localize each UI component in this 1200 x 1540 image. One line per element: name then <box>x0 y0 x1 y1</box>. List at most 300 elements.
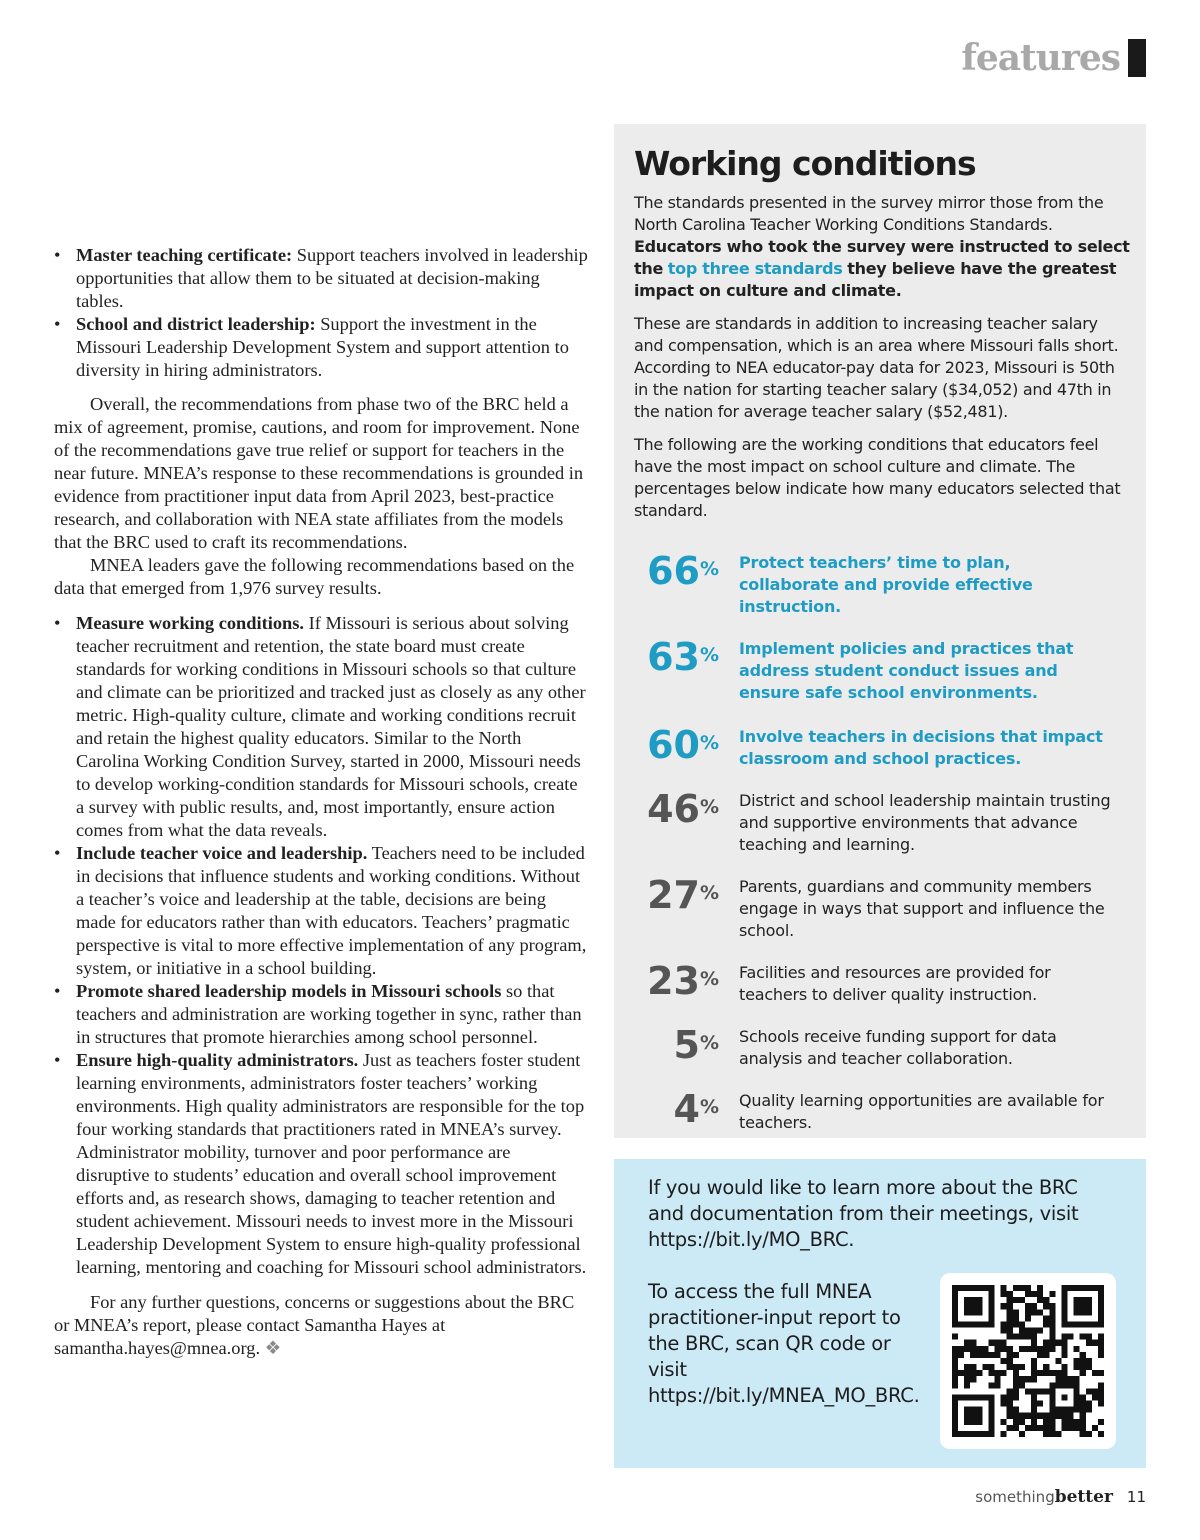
qr-module <box>1007 1321 1013 1327</box>
qr-module <box>1031 1309 1037 1315</box>
qr-module <box>1043 1340 1049 1346</box>
qr-module <box>1007 1413 1013 1419</box>
stat-value: 63 <box>647 635 700 679</box>
qr-module <box>1049 1291 1055 1297</box>
qr-module <box>1007 1388 1013 1394</box>
item-heading: Promote shared leadership models in Missouri schools <box>76 981 502 1001</box>
qr-module <box>1013 1382 1019 1388</box>
stat-percentage <box>634 1023 719 1067</box>
qr-module <box>1086 1431 1092 1437</box>
qr-module <box>1001 1285 1007 1291</box>
qr-module <box>1001 1328 1007 1334</box>
qr-module <box>988 1382 994 1388</box>
qr-module <box>1019 1346 1025 1352</box>
qr-module <box>1025 1425 1031 1431</box>
item-text: Just as teachers foster student learning environments, administrators foster teachers’ working environments. High quality administrators are responsible for the top four working standards that practitioners rated in MNEA’s survey. Administrator mobility, turnover and poor performance are disruptive to students’ education and overall school improvement efforts and, as research shows, damaging to teacher retention and student achievement. Missouri needs to invest more in the Missouri Leadership Development System to ensure high-quality professional learning, mentoring and coaching for Missouri school administrators. <box>76 1050 587 1277</box>
qr-module <box>1031 1340 1037 1346</box>
qr-module <box>1049 1334 1055 1340</box>
percent-sign: % <box>699 558 719 580</box>
qr-module <box>1037 1425 1043 1431</box>
qr-module <box>1049 1370 1055 1376</box>
qr-module <box>1031 1291 1037 1297</box>
qr-module <box>1074 1346 1080 1352</box>
qr-module <box>1061 1340 1067 1346</box>
qr-module <box>1074 1376 1080 1382</box>
qr-module <box>1049 1340 1055 1346</box>
qr-module <box>1037 1291 1043 1297</box>
qr-module <box>1086 1364 1092 1370</box>
qr-module <box>1043 1413 1049 1419</box>
qr-module <box>1019 1285 1025 1291</box>
qr-module <box>1049 1425 1055 1431</box>
stat-percentage <box>634 635 719 679</box>
qr-module <box>1092 1425 1098 1431</box>
qr-module <box>1019 1364 1025 1370</box>
panel-title: Working conditions <box>634 144 976 183</box>
qr-module <box>1019 1334 1025 1340</box>
qr-module <box>982 1346 988 1352</box>
qr-module <box>982 1352 988 1358</box>
item-heading: Ensure high-quality administrators. <box>76 1050 359 1070</box>
learn-more-text: If you would like to learn more about the BRC and documentation from their meetings, visit https://bit.ly/MO_BRC. <box>648 1176 1079 1251</box>
qr-module <box>1031 1364 1037 1370</box>
qr-module <box>1007 1346 1013 1352</box>
stat-label: Implement policies and practices that address student conduct issues and ensure safe school environments. <box>739 639 1074 702</box>
stats-list <box>634 549 1130 1134</box>
qr-module <box>1043 1425 1049 1431</box>
qr-module <box>1080 1358 1086 1364</box>
qr-module <box>1013 1376 1019 1382</box>
qr-module <box>1007 1334 1013 1340</box>
stat-percentage <box>634 1087 719 1131</box>
qr-module <box>1049 1431 1055 1437</box>
qr-module <box>952 1382 958 1388</box>
qr-module <box>1061 1352 1067 1358</box>
qr-module <box>1068 1425 1074 1431</box>
qr-module <box>1031 1388 1037 1394</box>
qr-module <box>1061 1370 1067 1376</box>
qr-module <box>1031 1401 1037 1407</box>
qr-module <box>1013 1407 1019 1413</box>
qr-module <box>1098 1334 1104 1340</box>
stat-value: 5 <box>673 1023 700 1067</box>
qr-module <box>1061 1376 1067 1382</box>
qr-module <box>1007 1394 1013 1400</box>
qr-module <box>1049 1315 1055 1321</box>
qr-module <box>952 1334 958 1340</box>
list-item <box>54 313 588 382</box>
page-footer <box>975 1487 1146 1507</box>
qr-module <box>1037 1370 1043 1376</box>
qr-module <box>1013 1321 1019 1327</box>
qr-module <box>964 1364 970 1370</box>
intro-bold-a: Educators who took the survey were instructed to select the <box>634 237 1130 278</box>
qr-module <box>1061 1334 1067 1340</box>
qr-module <box>1031 1407 1037 1413</box>
qr-module <box>1013 1419 1019 1425</box>
qr-module <box>964 1376 970 1382</box>
page-number: 11 <box>1126 1488 1146 1506</box>
stat-percentage <box>634 873 719 917</box>
qr-module <box>1037 1413 1043 1419</box>
qr-module <box>1031 1328 1037 1334</box>
qr-module <box>1080 1419 1086 1425</box>
list-item <box>54 612 588 842</box>
qr-module <box>1025 1315 1031 1321</box>
qr-module <box>1043 1431 1049 1437</box>
item-text: Support teachers involved in leadership opportunities that allow them to be situated at decision-making tables. <box>76 245 588 311</box>
stat-value: 46 <box>647 787 700 831</box>
qr-module <box>1098 1419 1104 1425</box>
qr-module <box>1055 1413 1061 1419</box>
qr-module <box>1061 1413 1067 1419</box>
qr-module <box>1043 1346 1049 1352</box>
qr-module <box>1098 1340 1104 1346</box>
list-item <box>54 980 588 1049</box>
qr-module <box>995 1382 1001 1388</box>
qr-module <box>1055 1376 1061 1382</box>
qr-module <box>1049 1328 1055 1334</box>
qr-module <box>1031 1334 1037 1340</box>
bullet-list-main <box>54 612 588 1279</box>
qr-module <box>1019 1376 1025 1382</box>
qr-module <box>952 1376 958 1382</box>
qr-module <box>1025 1388 1031 1394</box>
qr-module <box>1025 1376 1031 1382</box>
qr-module <box>1013 1334 1019 1340</box>
qr-module <box>1037 1297 1043 1303</box>
list-item <box>54 1049 588 1279</box>
qr-module <box>1068 1419 1074 1425</box>
qr-module <box>995 1340 1001 1346</box>
qr-module <box>1019 1328 1025 1334</box>
section-bar <box>1128 39 1146 77</box>
qr-module <box>1013 1352 1019 1358</box>
qr-module <box>1055 1340 1061 1346</box>
qr-module <box>1043 1297 1049 1303</box>
qr-module <box>1013 1413 1019 1419</box>
qr-module <box>976 1370 982 1376</box>
item-heading: Include teacher voice and leadership. <box>76 843 368 863</box>
qr-code-icon[interactable] <box>940 1273 1116 1449</box>
stat-label: Involve teachers in decisions that impact classroom and school practices. <box>739 727 1103 768</box>
qr-module <box>976 1352 982 1358</box>
qr-module <box>1049 1413 1055 1419</box>
qr-module <box>1043 1419 1049 1425</box>
item-text: If Missouri is serious about solving teacher recruitment and retention, the state board must create standards for working conditions in Missouri schools so that culture and climate can be prioritized and tracked just as closely as any other metric. High-quality culture, climate and working conditions recruit and retain the highest quality educators. Similar to the North Carolina Working Condition Survey, started in 2000, Missouri needs to develop working-condition standards for Missouri schools, create a survey with public results, and, most importantly, ensure action comes from what the data reveals. <box>76 613 586 840</box>
item-text: Teachers need to be included in decisions that influence students and working conditions. Without a teacher’s voice and leadership at the table, decisions are being made for educators rather than with educators. Teachers’ pragmatic perspective is vital to more effective implementation of any program, system, or initiative in a school building. <box>76 843 587 978</box>
qr-code-graphic <box>952 1285 1104 1437</box>
qr-module <box>1019 1297 1025 1303</box>
qr-module <box>1007 1328 1013 1334</box>
qr-module <box>988 1364 994 1370</box>
qr-module <box>1031 1425 1037 1431</box>
item-text: Support the investment in the Missouri Leadership Development System and support attention to diversity in hiring administrators. <box>76 314 569 380</box>
closing-text: For any further questions, concerns or suggestions about the BRC or MNEA’s report, please contact Samantha Hayes at samantha.hayes@mnea.org. <box>54 1292 575 1358</box>
qr-module <box>1007 1352 1013 1358</box>
qr-module <box>1025 1346 1031 1352</box>
qr-module <box>1037 1346 1043 1352</box>
stat-row <box>634 1087 1130 1134</box>
qr-module <box>1043 1370 1049 1376</box>
qr-module <box>1098 1346 1104 1352</box>
stat-row <box>634 723 1130 770</box>
stat-label: Schools receive funding support for data analysis and teacher collaboration. <box>739 1027 1057 1068</box>
stat-value: 66 <box>647 549 700 593</box>
qr-module <box>1025 1413 1031 1419</box>
qr-module <box>1080 1352 1086 1358</box>
qr-module <box>1086 1401 1092 1407</box>
stat-label: Facilities and resources are provided for teachers to deliver quality instruction. <box>739 963 1051 1004</box>
access-report-text: To access the full MNEA practitioner-input report to the BRC, scan QR code or visit https://bit.ly/MNEA_MO_BRC. <box>648 1280 920 1407</box>
stat-row <box>634 873 1130 942</box>
qr-module <box>1098 1431 1104 1437</box>
qr-module <box>964 1370 970 1376</box>
qr-module <box>1031 1394 1037 1400</box>
qr-module <box>1092 1388 1098 1394</box>
qr-module <box>1031 1376 1037 1382</box>
qr-module <box>1061 1364 1067 1370</box>
percent-sign: % <box>699 882 719 904</box>
qr-module <box>1080 1364 1086 1370</box>
qr-module <box>976 1346 982 1352</box>
qr-module <box>1080 1413 1086 1419</box>
end-mark-icon: ❖ <box>264 1338 282 1358</box>
qr-module <box>1098 1352 1104 1358</box>
brc-info-panel <box>614 1159 1146 1468</box>
qr-module <box>1055 1431 1061 1437</box>
qr-module <box>1031 1358 1037 1364</box>
qr-module <box>1043 1352 1049 1358</box>
stat-row <box>634 959 1130 1006</box>
qr-module <box>964 1297 982 1315</box>
stat-percentage <box>634 549 719 593</box>
qr-module <box>1098 1401 1104 1407</box>
qr-module <box>988 1370 994 1376</box>
stat-percentage <box>634 787 719 831</box>
stat-value: 4 <box>673 1087 700 1131</box>
qr-module <box>1001 1401 1007 1407</box>
stat-label: Quality learning opportunities are available for teachers. <box>739 1091 1104 1132</box>
qr-module <box>1043 1315 1049 1321</box>
qr-module <box>1013 1285 1019 1291</box>
qr-module <box>1086 1358 1092 1364</box>
qr-module <box>1037 1328 1043 1334</box>
qr-module <box>958 1352 964 1358</box>
qr-module <box>1007 1315 1013 1321</box>
qr-module <box>1074 1364 1080 1370</box>
qr-module <box>1007 1364 1013 1370</box>
qr-module <box>988 1352 994 1358</box>
percent-sign: % <box>699 644 719 666</box>
qr-module <box>1049 1303 1055 1309</box>
qr-module <box>970 1352 976 1358</box>
stat-value: 60 <box>647 723 700 767</box>
stat-value: 23 <box>647 959 700 1003</box>
bullet-icon: • <box>54 981 61 1001</box>
qr-module <box>1019 1419 1025 1425</box>
qr-module <box>970 1370 976 1376</box>
qr-module <box>1007 1425 1013 1431</box>
qr-module <box>958 1346 964 1352</box>
qr-module <box>1074 1425 1080 1431</box>
qr-module <box>1007 1309 1013 1315</box>
list-item <box>54 244 588 313</box>
qr-module <box>1031 1370 1037 1376</box>
section-label: features <box>961 37 1120 79</box>
qr-module <box>1013 1425 1019 1431</box>
qr-module <box>952 1364 958 1370</box>
qr-module <box>982 1364 988 1370</box>
qr-module <box>1001 1394 1007 1400</box>
qr-module <box>1080 1431 1086 1437</box>
bullet-icon: • <box>54 613 61 633</box>
stat-row <box>634 1023 1130 1070</box>
qr-module <box>1001 1419 1007 1425</box>
panel-salary-paragraph: These are standards in addition to increasing teacher salary and compensation, which is an area where Missouri falls short. According to NEA educator-pay data for 2023, Missouri is 50th in the nation for starting teacher salary ($34,052) and 47th in the nation for average teacher salary ($52,481). <box>634 314 1119 421</box>
stat-percentage <box>634 723 719 767</box>
percent-sign: % <box>699 796 719 818</box>
qr-module <box>1013 1394 1019 1400</box>
qr-module <box>1001 1370 1007 1376</box>
qr-module <box>1068 1376 1074 1382</box>
qr-module <box>1074 1297 1092 1315</box>
qr-module <box>1043 1321 1049 1327</box>
bullet-icon: • <box>54 843 61 863</box>
qr-module <box>1080 1334 1086 1340</box>
article-body <box>54 244 588 1360</box>
qr-module <box>1086 1388 1092 1394</box>
qr-module <box>1001 1358 1007 1364</box>
qr-module <box>1001 1321 1007 1327</box>
qr-module <box>1080 1394 1086 1400</box>
qr-module <box>970 1346 976 1352</box>
qr-module <box>1049 1309 1055 1315</box>
qr-module <box>964 1346 970 1352</box>
qr-module <box>1092 1370 1098 1376</box>
list-item <box>54 842 588 980</box>
qr-module <box>1025 1291 1031 1297</box>
qr-module <box>1098 1370 1104 1376</box>
qr-module <box>1092 1340 1098 1346</box>
brand-bold: better <box>1054 1487 1113 1507</box>
qr-module <box>952 1370 958 1376</box>
percent-sign: % <box>699 732 719 754</box>
qr-module <box>995 1346 1001 1352</box>
stat-value: 27 <box>647 873 700 917</box>
item-heading: School and district leadership: <box>76 314 316 334</box>
qr-module <box>1031 1419 1037 1425</box>
paragraph-closing <box>54 1291 588 1360</box>
bullet-icon: • <box>54 245 61 265</box>
qr-module <box>1043 1388 1049 1394</box>
qr-module <box>1001 1291 1007 1297</box>
paragraph-leaders: MNEA leaders gave the following recommendations based on the data that emerged from 1,976 survey results. <box>54 555 575 598</box>
panel-following-paragraph: The following are the working conditions that educators feel have the most impact on school culture and climate. The percentages below indicate how many educators selected that standard. <box>634 435 1121 520</box>
qr-module <box>1025 1334 1031 1340</box>
qr-module <box>1080 1407 1086 1413</box>
qr-module <box>1019 1413 1025 1419</box>
qr-module <box>970 1376 976 1382</box>
qr-module <box>995 1352 1001 1358</box>
bullet-list-top <box>54 244 588 382</box>
qr-module <box>1019 1382 1025 1388</box>
qr-module <box>1061 1419 1067 1425</box>
item-heading: Master teaching certificate: <box>76 245 293 265</box>
qr-module <box>1080 1401 1086 1407</box>
section-tag <box>961 38 1146 78</box>
stat-row <box>634 787 1130 856</box>
percent-sign: % <box>699 968 719 990</box>
qr-module <box>1001 1346 1007 1352</box>
qr-module <box>1007 1291 1013 1297</box>
paragraph-overall: Overall, the recommendations from phase two of the BRC held a mix of agreement, promise, cautions, and room for improvement. None of the recommendations gave true relief or support for teachers in the near future. MNEA’s response to these recommendations is grounded in evidence from practitioner input data from April 2023, best-practice research, and collaboration with NEA state affiliates from the models that the BRC used to craft its recommendations. <box>54 394 584 552</box>
qr-module <box>1013 1388 1019 1394</box>
qr-module <box>1037 1401 1043 1407</box>
qr-module <box>1098 1394 1104 1400</box>
percent-sign: % <box>699 1096 719 1118</box>
qr-module <box>1019 1321 1025 1327</box>
qr-module <box>1013 1315 1019 1321</box>
bullet-icon: • <box>54 314 61 334</box>
bullet-icon: • <box>54 1050 61 1070</box>
qr-module <box>1086 1407 1092 1413</box>
qr-module <box>1055 1370 1061 1376</box>
qr-module <box>1080 1370 1086 1376</box>
qr-module <box>1025 1328 1031 1334</box>
qr-module <box>964 1407 982 1425</box>
qr-module <box>1001 1431 1007 1437</box>
qr-module <box>1007 1407 1013 1413</box>
qr-module <box>995 1370 1001 1376</box>
qr-module <box>1074 1419 1080 1425</box>
qr-module <box>1049 1346 1055 1352</box>
stat-label: Parents, guardians and community members engage in ways that support and influence the school. <box>739 877 1105 940</box>
stat-label: Protect teachers’ time to plan, collaborate and provide effective instruction. <box>739 553 1033 616</box>
qr-module <box>1043 1303 1049 1309</box>
qr-module <box>970 1364 976 1370</box>
qr-module <box>1098 1382 1104 1388</box>
qr-module <box>1068 1334 1074 1340</box>
qr-module <box>1080 1425 1086 1431</box>
qr-module <box>1043 1364 1049 1370</box>
qr-module <box>1068 1413 1074 1419</box>
intro-highlight: top three standards <box>667 259 843 278</box>
brand-light: something <box>975 1488 1055 1506</box>
qr-module <box>964 1382 970 1388</box>
qr-module <box>1037 1285 1043 1291</box>
qr-module <box>1031 1346 1037 1352</box>
qr-module <box>1031 1303 1037 1309</box>
qr-module <box>1086 1340 1092 1346</box>
qr-module <box>1001 1303 1007 1309</box>
qr-module <box>1037 1352 1043 1358</box>
qr-module <box>1013 1364 1019 1370</box>
qr-module <box>995 1376 1001 1382</box>
qr-module <box>964 1340 970 1346</box>
qr-module <box>1025 1309 1031 1315</box>
qr-module <box>1092 1394 1098 1400</box>
qr-module <box>1007 1358 1013 1364</box>
qr-module <box>958 1370 964 1376</box>
qr-module <box>1049 1419 1055 1425</box>
qr-module <box>1037 1388 1043 1394</box>
intro-plain: The standards presented in the survey mirror those from the North Carolina Teacher Working Conditions Standards. <box>634 193 1104 234</box>
qr-module <box>988 1340 994 1346</box>
item-heading: Measure working conditions. <box>76 613 305 633</box>
qr-module <box>1013 1370 1019 1376</box>
qr-module <box>1061 1346 1067 1352</box>
